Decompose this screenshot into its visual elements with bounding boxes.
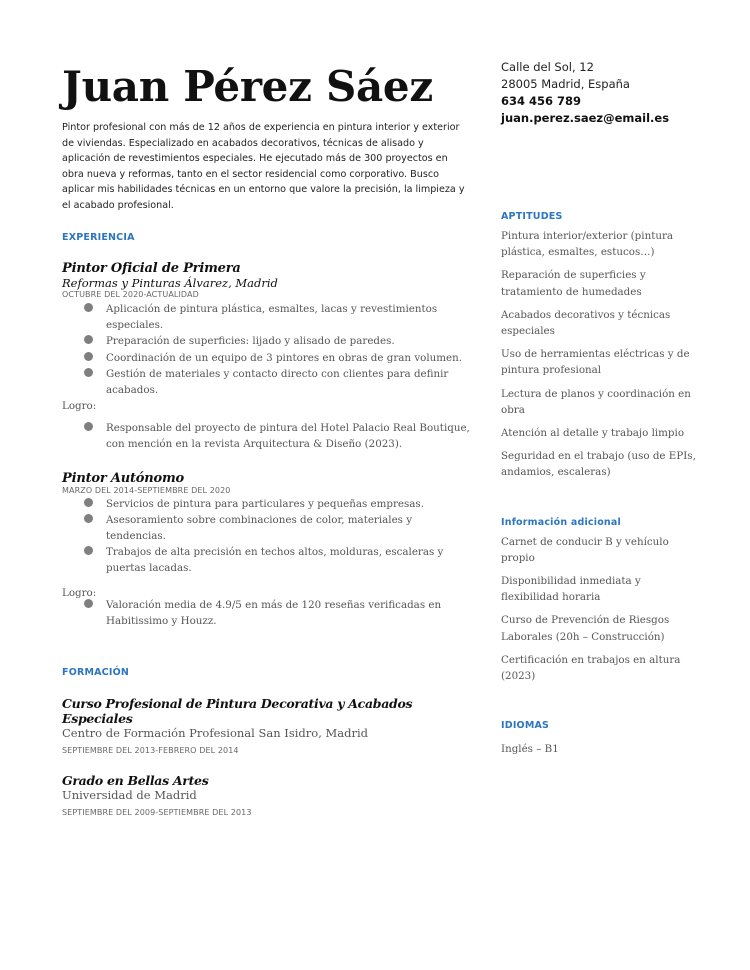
bullet-icon bbox=[84, 514, 93, 523]
list-item: Disponibilidad inmediata y flexibilidad horaria bbox=[501, 575, 641, 604]
job-date: OCTUBRE DEL 2020-ACTUALIDAD bbox=[62, 290, 199, 299]
profile-summary: Pintor profesional con más de 12 años de experiencia en pintura interior y exterior de viviendas. Especializado en acabados decorativos, técnicas de alisado y aplicación de revestimientos especiales. He ejecutado más de 300 proyectos en obra nueva y reformas, tanto en el sector residencial como corporativo. Busco aplicar mis habilidades técnicas en un entorno que valore la precisión, la limpieza y el acabado profesional. bbox=[62, 122, 465, 211]
list-item: Uso de herramientas eléctricas y de pintura profesional bbox=[501, 348, 690, 377]
course-title: Curso Profesional de Pintura Decorativa y Acabados Especiales bbox=[62, 696, 413, 727]
institution: Universidad de Madrid bbox=[62, 788, 197, 803]
list-item: Asesoramiento sobre combinaciones de color, materiales y tendencias. bbox=[62, 512, 472, 544]
list-item: Trabajos de alta precisión en techos altos, molduras, escaleras y puertas lacadas. bbox=[62, 544, 472, 576]
bullet-icon bbox=[84, 546, 93, 555]
list-item: Carnet de conducir B y vehículo propio bbox=[501, 535, 669, 564]
job-title: Pintor Oficial de Primera bbox=[62, 261, 241, 276]
achievement-list bbox=[62, 420, 472, 452]
list-item: Gestión de materiales y contacto directo con clientes para definir acabados. bbox=[62, 366, 472, 398]
list-item: Atención al detalle y trabajo limpio bbox=[501, 427, 685, 440]
list-item: Coordinación de un equipo de 3 pintores en obras de gran volumen. bbox=[62, 350, 472, 366]
list-item: Curso de Prevención de Riesgos Laborales (20h – Construcción) bbox=[501, 614, 670, 643]
skills-list bbox=[501, 228, 701, 481]
contact-street: Calle del Sol, 12 bbox=[501, 60, 594, 74]
job-entry bbox=[62, 261, 472, 453]
education-date: SEPTIEMBRE DEL 2013-FEBRERO DEL 2014 bbox=[62, 746, 239, 756]
list-item: Responsable del proyecto de pintura del Hotel Palacio Real Boutique, con mención en la revista Arquitectura & Diseño (2023). bbox=[62, 420, 472, 452]
list-item: Valoración media de 4.9/5 en más de 120 reseñas verificadas en Habitissimo y Houzz. bbox=[62, 597, 472, 629]
education-date: SEPTIEMBRE DEL 2009-SEPTIEMBRE DEL 2013 bbox=[62, 808, 252, 818]
bullet-icon bbox=[84, 368, 93, 377]
bullet-icon bbox=[84, 498, 93, 507]
experience-heading: EXPERIENCIA bbox=[62, 232, 135, 243]
job-bullets bbox=[62, 301, 472, 398]
education-entry bbox=[62, 696, 472, 755]
languages-heading: IDIOMAS bbox=[501, 720, 550, 732]
institution: Centro de Formación Profesional San Isidro, Madrid bbox=[62, 726, 369, 741]
skills-heading: APTITUDES bbox=[501, 211, 563, 222]
bullet-icon bbox=[84, 352, 93, 361]
achievement-label: Logro: bbox=[62, 400, 97, 413]
list-item: Inglés – B1 bbox=[501, 743, 559, 756]
additional-info-list bbox=[501, 534, 701, 685]
education-entry bbox=[62, 773, 472, 817]
main-column bbox=[62, 58, 472, 817]
additional-info-heading: Información adicional bbox=[501, 516, 621, 528]
list-item: Seguridad en el trabajo (uso de EPIs, andamios, escaleras) bbox=[501, 450, 696, 479]
contact-phone: 634 456 789 bbox=[501, 94, 582, 108]
list-item: Pintura interior/exterior (pintura plástica, esmaltes, estucos…) bbox=[501, 230, 674, 259]
languages-list bbox=[501, 741, 701, 757]
candidate-name: Juan Pérez Sáez bbox=[62, 62, 433, 111]
job-entry bbox=[62, 471, 472, 629]
job-date: MARZO DEL 2014-SEPTIEMBRE DEL 2020 bbox=[62, 485, 231, 495]
list-item: Lectura de planos y coordinación en obra bbox=[501, 387, 691, 416]
list-item: Servicios de pintura para particulares y pequeñas empresas. bbox=[62, 496, 472, 512]
side-column bbox=[501, 58, 701, 764]
bullet-icon bbox=[84, 303, 93, 312]
job-title: Pintor Autónomo bbox=[62, 470, 184, 486]
contact-block bbox=[501, 59, 701, 127]
course-title: Grado en Bellas Artes bbox=[62, 773, 209, 789]
list-item: Certificación en trabajos en altura (2023) bbox=[501, 653, 681, 683]
list-item: Aplicación de pintura plástica, esmaltes, lacas y revestimientos especiales. bbox=[62, 301, 472, 333]
list-item: Reparación de superficies y tratamiento de humedades bbox=[501, 269, 646, 298]
bullet-icon bbox=[84, 422, 93, 431]
bullet-icon bbox=[84, 335, 93, 344]
contact-city: 28005 Madrid, España bbox=[501, 77, 630, 91]
bullet-icon bbox=[84, 599, 93, 608]
contact-email: juan.perez.saez@email.es bbox=[501, 111, 670, 125]
list-item: Preparación de superficies: lijado y alisado de paredes. bbox=[62, 333, 472, 349]
education-heading: FORMACIÓN bbox=[62, 667, 130, 679]
achievement-list bbox=[62, 597, 472, 629]
job-bullets bbox=[62, 496, 472, 577]
job-company: Reformas y Pinturas Álvarez, Madrid bbox=[62, 276, 278, 290]
list-item: Acabados decorativos y técnicas especiales bbox=[501, 308, 671, 338]
achievement-label: Logro: bbox=[62, 586, 97, 599]
